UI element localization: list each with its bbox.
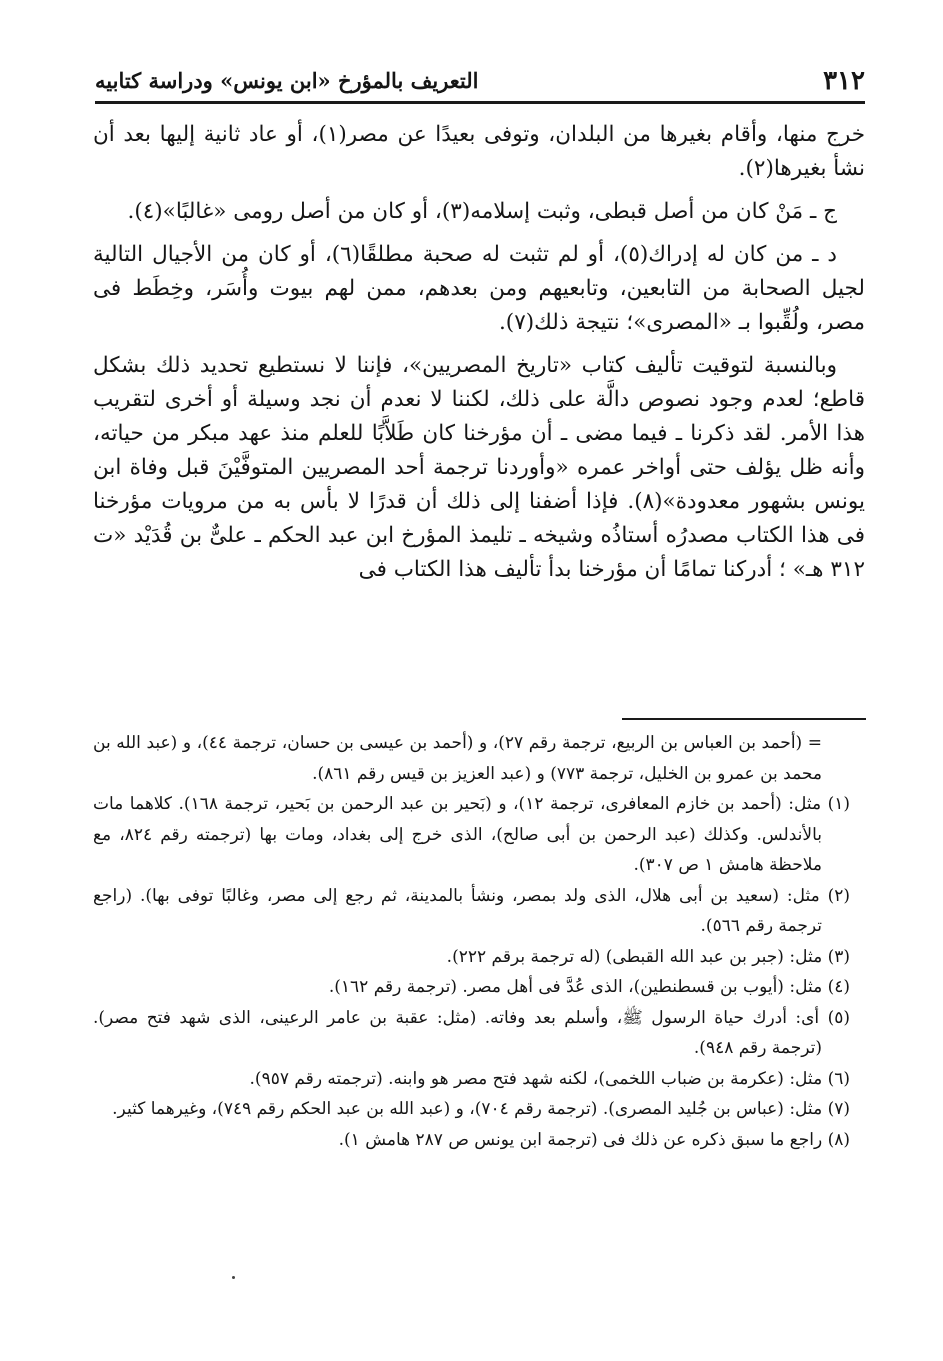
footnote: (٥) أى: أدرك حياة الرسول ﷺ، وأسلم بعد وفاته. (مثل: عقبة بن عامر الرعينى، الذى شهد فتح مصر). (ترجمة رقم ٩٤٨). <box>93 1007 850 1058</box>
footnote: (٨) راجع ما سبق ذكره عن ذلك فى (ترجمة ابن يونس ص ٢٨٧ هامش ١). <box>338 1129 850 1150</box>
scan-speck <box>232 1276 235 1279</box>
footnote: (٢) مثل: (سعيد بن أبى هلال، الذى ولد بمصر، ونشأ بالمدينة، ثم رجع إلى مصر، وغالبًا توفى بها). (راجع ترجمة رقم ٥٦٦). <box>93 885 850 936</box>
paragraph: خرج منها، وأقام بغيرها من البلدان، وتوفى بعيدًا عن مصر(١)، أو عاد ثانية إليها بعد أن نشأ بغيرها(٢). <box>93 122 865 181</box>
paragraph: د ـ من كان له إدراك(٥)، أو لم تثبت له صحبة مطلقًا(٦)، أو كان من الأجيال التالية لجيل الصحابة من التابعين، وتابعيهم ومن بعدهم، ممن لهم بيوت وأُسَر، وخِطَط فى مصر، ولُقِّبوا بـ «المصرى»؛ نتيجة ذلك(٧). <box>93 242 865 335</box>
main-text <box>93 118 865 596</box>
footnote: (٤) مثل: (أيوب بن قسطنطين)، الذى عُدَّ فى أهل مصر. (ترجمة رقم ١٦٢). <box>328 977 850 997</box>
footnote: (٣) مثل: (جبر بن عبد الله القبطى) (له ترجمة برقم ٢٢٢). <box>446 946 850 967</box>
footnote: (٧) مثل: (عباس بن جُليد المصرى). (ترجمة رقم ٧٠٤)، و (عبد الله بن عبد الحكم رقم ٧٤٩)، وغيرهما كثير. <box>112 1099 850 1119</box>
paragraph: ج ـ مَنْ كان من أصل قبطى، وثبت إسلامه(٣)، أو كان من أصل رومى «غالبًا»(٤). <box>127 199 837 224</box>
header-rule <box>95 101 865 104</box>
footnotes <box>93 728 850 1155</box>
paragraph: وبالنسبة لتوقيت تأليف كتاب «تاريخ المصريين»، فإننا لا نستطيع تحديد ذلك بشكل قاطع؛ لعدم وجود نصوص دالَّة على ذلك، لكننا لا نعدم أن نجد وسيلة أو أخرى لتقريب هذا الأمر. لقد ذكرنا ـ فيما مضى ـ أن مؤرخنا كان طَلاَّبًا للعلم منذ عهد مبكر من حياته، وأنه ظل يؤلف حتى أواخر عمره «وأوردنا ترجمة أحد المصريين المتوفَّيْنَ قبل وفاة ابن يونس بشهور معدودة»(٨). فإذا أضفنا إلى ذلك أن قدرًا لا بأس به من مرويات مؤرخنا فى هذا الكتاب مصدرُه أستاذُه وشيخه ـ تليمذ المؤرخ ابن عبد الحكم ـ علىٌّ بن قُدَيْد «ت ٣١٢ هـ» ؛ أدركنا تمامًا أن مؤرخنا بدأ تأليف هذا الكتاب فى <box>93 353 866 582</box>
page-header <box>95 60 865 104</box>
footnote: (١) مثل: (أحمد بن خازم المعافرى، ترجمة ١٢)، و (بَحير بن عبد الرحمن بن بَحير، ترجمة ١٦٨). كلاهما مات بالأندلس. وكذلك (عبد الرحمن بن أبى صالح)، الذى خرج إلى بغداد، ومات بها (ترجمته رقم ٨٢٤، مع ملاحظة هامش ١ ص ٣٠٧). <box>93 794 851 875</box>
page-number: ٣١٢ <box>823 66 865 96</box>
footnote-separator <box>622 718 866 720</box>
footnote: (٦) مثل: (عكرمة بن ضباب اللخمى)، لكنه شهد فتح مصر هو وابنه. (ترجمته رقم ٩٥٧). <box>249 1068 850 1089</box>
running-title: التعريف بالمؤرخ «ابن يونس» ودراسة كتابيه <box>95 68 479 93</box>
footnote-continuation: = (أحمد بن العباس بن الربيع، ترجمة رقم ٢٧)، و (أحمد بن عيسى بن حسان، ترجمة ٤٤)، و (عبد الله بن محمد بن عمرو بن الخليل، ترجمة ٧٧٣) و (عبد العزيز بن قيس رقم ٨٦١). <box>93 733 822 784</box>
